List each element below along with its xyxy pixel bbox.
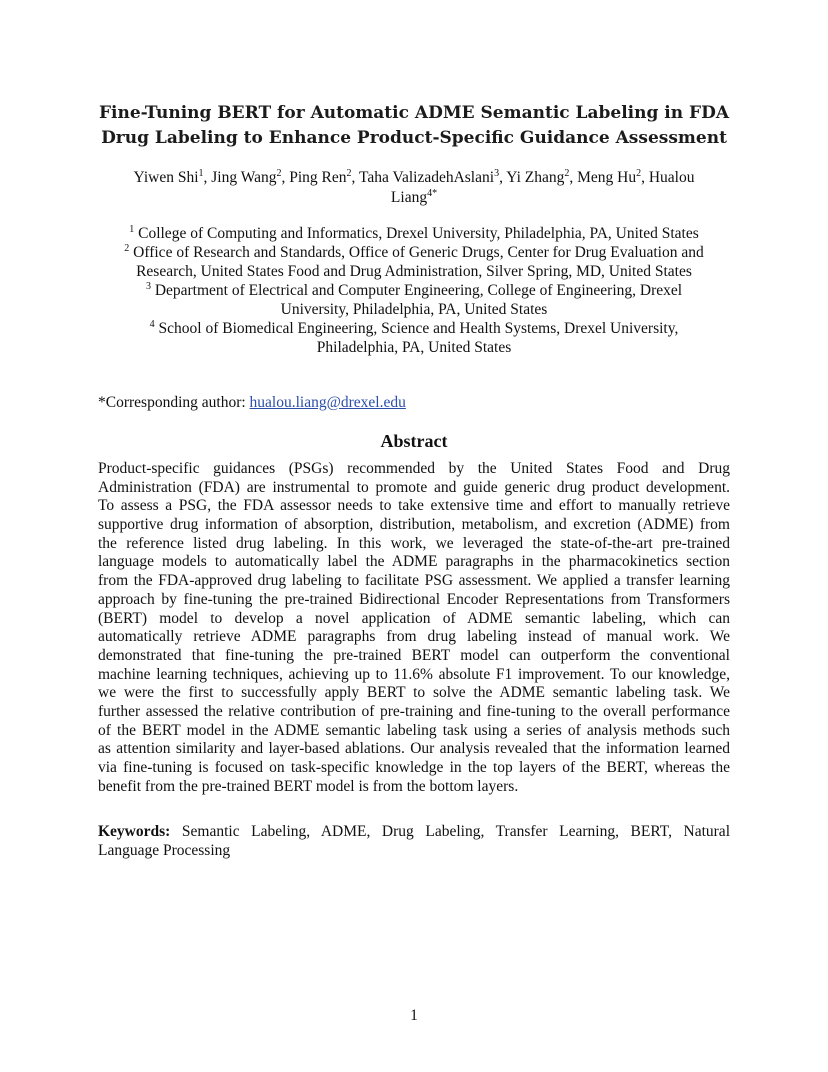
title-line-2: Drug Labeling to Enhance Product-Specific Guidance Assessment [101,128,727,148]
corresponding-email-link[interactable]: hualou.liang@drexel.edu [249,394,406,411]
keywords-line-1 [98,822,730,841]
abstract-line: as attention similarity and layer-based ablations. Our analysis revealed that the information learned [98,740,730,758]
abstract-heading: Abstract [380,431,448,451]
author-affiliation-mark: 4* [427,187,438,199]
corresponding-label: *Corresponding author: [98,394,250,411]
keywords-text: Semantic Labeling, ADME, Drug Labeling, Transfer Learning, BERT, Natural [170,823,730,840]
abstract-line: of the BERT model in the ADME semantic labeling task using a series of analysis methods such [98,721,730,739]
affiliation-list [98,224,730,357]
abstract-line: benefit from the pre-trained BERT model is from the bottom layers. [98,777,519,795]
abstract-body [98,460,730,796]
abstract-line: via fine-tuning is focused on task-specific knowledge in the top layers of the BERT, whereas the [98,759,730,776]
corresponding-author [98,393,406,412]
abstract-line: approach by fine-tuning the pre-trained Bidirectional Encoder Representations from Transformers [98,590,730,608]
abstract-line: from the FDA-approved drug labeling to facilitate PSG assessment. We applied a transfer learning [98,572,730,590]
affiliation-3: $^3$ Department of Electrical and Computer Engineering, College of Engineering, Drexel [145,280,683,299]
author-name: Liang [390,189,428,206]
abstract-line: To assess a PSG, the FDA assessor needs to take extensive time and effort to manually retrieve [98,497,730,515]
abstract-line: further assessed the relative contribution of pre-training and fine-tuning to the overall performance [98,702,730,720]
page-number: 1 [410,1007,418,1024]
abstract-line: automatically retrieve ADME paragraphs from drug labeling instead of manual work. We [98,628,730,646]
affiliation-3-continued: University, Philadelphia, PA, United States [280,301,548,318]
author-affiliation-mark: 2 [346,167,352,179]
abstract-line: machine learning techniques, achieving up to 11.6% absolute F1 improvement. To our knowledge, [98,665,730,683]
author-line-2 [98,188,730,208]
keywords-section [98,822,730,860]
author-name: Meng Hu [577,169,637,186]
keywords-line-2: Language Processing [98,842,231,859]
affiliation-4: $^4$ School of Biomedical Engineering, Science and Health Systems, Drexel University, [149,318,679,337]
abstract-line: supportive drug information of absorption, distribution, metabolism, and excretion (ADME) from [98,516,730,534]
affiliation-4-continued: Philadelphia, PA, United States [316,339,512,356]
author-name: Jing Wang [211,169,277,186]
author-affiliation-mark: 2 [564,167,570,179]
author-affiliation-mark: 3 [494,167,500,179]
abstract-line: Administration (FDA) are instrumental to promote and guide generic drug product development. [98,478,730,496]
author-line-1: Yiwen Shi$^1$, Jing Wang$^2$, Ping Ren$^2$, Taha ValizadehAslani$^3$, Yi Zhang$^2$, Meng Hu$^2$, Hualou [133,167,695,186]
abstract-line: Product-specific guidances (PSGs) recommended by the United States Food and Drug [98,460,730,477]
paper-title [90,101,738,151]
abstract-line: demonstrated that fine-tuning the pre-trained BERT model can outperform the conventional [98,646,730,664]
author-name: Yiwen Shi [133,169,199,186]
author-affiliation-mark: 2 [276,167,282,179]
author-name: Ping Ren [289,169,347,186]
author-name: Taha ValizadehAslani [358,169,495,186]
abstract-line: language models to automatically label the ADME paragraphs in the pharmacokinetics section [98,553,730,571]
author-name: Hualou [648,169,695,186]
keywords-label: Keywords: [98,823,171,840]
author-affiliation-mark: 1 [198,167,204,179]
affiliation-2-continued: Research, United States Food and Drug Administration, Silver Spring, MD, United States [136,263,692,280]
affiliation-1: $^1$ College of Computing and Informatics, Drexel University, Philadelphia, PA, United States [129,223,699,242]
abstract-line: the reference listed drug labeling. In this work, we leveraged the state-of-the-art pre-trained [98,534,730,552]
author-name: Yi Zhang [506,169,565,186]
author-affiliation-mark: 2 [636,167,642,179]
abstract-line: we were the first to successfully apply BERT to solve the ADME semantic labeling task. We [98,684,730,702]
author-list [98,168,730,208]
title-line-1: Fine-Tuning BERT for Automatic ADME Semantic Labeling in FDA [98,103,730,123]
affiliation-2: $^2$ Office of Research and Standards, Office of Generic Drugs, Center for Drug Evaluation and [124,242,704,261]
abstract-line: (BERT) model to develop a novel application of ADME semantic labeling, which can [98,609,730,627]
